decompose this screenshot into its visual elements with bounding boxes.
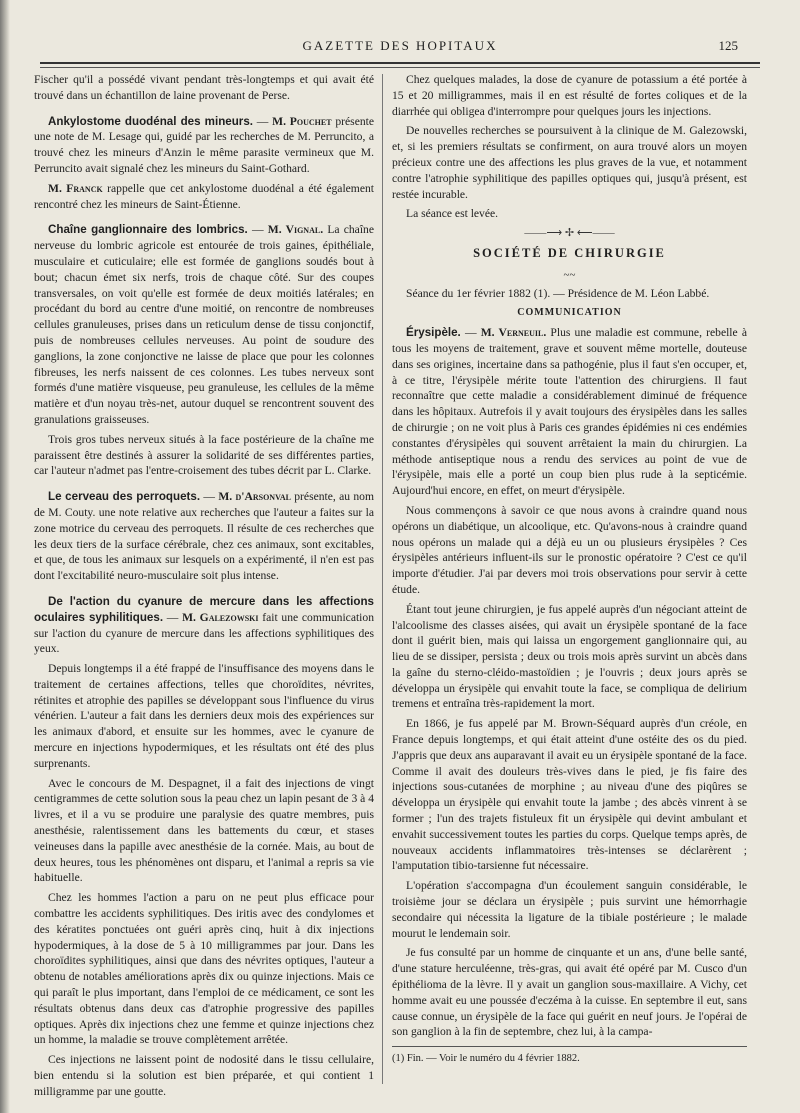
running-title: GAZETTE DES HOPITAUX — [302, 38, 498, 53]
paragraph: Fischer qu'il a possédé vivant pendant très-longtemps et qui avait été trouvé dans un échantillon de laine provenant de Perse. — [34, 73, 374, 102]
article-heading: De l'action du cyanure de mercure dans les affections oculaires syphilitiques. — [34, 594, 374, 624]
paragraph: En 1866, je fus appelé par M. Brown-Séquard auprès d'un créole, en France depuis longtemps, et qui était atteint d'une ostéite des os du pied. J'appris que deux ans auparavant il avait eu un érysipèle spontané de la face. Comme il avait des douleurs très-vives dans le pied, je fis faire des injections sous-cutanées de morphine ; au niveau d'une des piqûres se développa un érysipèle qui envahit toute la jambe ; des abcès vinrent à se former ; l'un des trajets fistuleux fit un érysipèle qui devint ambulant et envahit successivement toutes les parties du corps. Quelque temps après, de nouveaux accidents inflammatoires très-intenses se déclarèrent ; l'amputation tibio-tarsienne fut nécessaire. — [392, 717, 747, 873]
paragraph: Ces injections ne laissent point de nodosité dans le tissu cellulaire, bien entendu si la solution est bien préparée, et qui contient 1 milligramme par une goutte. — [34, 1053, 374, 1098]
paragraph: Étant tout jeune chirurgien, je fus appelé auprès d'un négociant atteint de l'alcoolisme des classes aisées, qui avait un érysipèle spontané de la face dont il guérit bien, mais qui laissa un engorgement ganglionnaire qui, au lieu de se dissiper, persista ; deux ou trois mois après survint un abcès dans la gaîne du sterno-cléido-mastoïdien ; je l'ouvris ; deux jours après se développa un érysipèle qui envahit toute la face, se compliqua de delirium tremens et entraîna très-rapidement la mort. — [392, 602, 747, 711]
paragraph — [34, 181, 374, 213]
paragraph: Chez quelques malades, la dose de cyanure de potassium a été portée à 15 et 20 milligrammes, mais il en est résulté de fortes coliques et de la diarrhée qui obligea d'interrompre pour quelques jours les injections. — [392, 73, 747, 118]
dash: — — [247, 223, 268, 237]
footnote: (1) Fin. — Voir le numéro du 4 février 1882. — [392, 1053, 580, 1065]
paragraph: De nouvelles recherches se poursuivent à la clinique de M. Galezowski, et, si les premiers résultats se confirment, on aura trouvé alors un moyen précieux contre une des affections les plus graves de la vue, et notamment contre l'atrophie syphilitique des papilles optiques qui, jusqu'à présent, est restée incurable. — [392, 124, 747, 201]
article-erysipele — [392, 325, 747, 499]
paragraph: L'opération s'accompagna d'un écoulement sanguin considérable, le troisième jour se déclara un érysipèle ; puis survint une hémorrhagie secondaire qui nécessita la ligature de la tibiale postérieure ; le malade mourut le lendemain soir. — [392, 879, 747, 940]
dash: — — [252, 114, 273, 128]
author-name: M. Pouchet — [272, 114, 332, 128]
article-body: La chaîne nerveuse du lombric agricole est entourée de trois gaines, épithéliale, musculaire et cuticulaire; elle est formée de ganglions soudés bout à bout; chacun émet six nerfs, trois de chaque côté. Sur des coupes transversales, on voit qu'elle est formée de deux moitiés latérales; en procédant du bord au centre d'une moitié, on rencontre de nombreuses cellules granuleuses, prises dans un reticulum dense de tissu conjonctif, puis de nombreuses cellules nerveuses. Au point de soudure des ganglions, la zone conjonctive ne laisse de place que pour les colonnes fibreuses, les nerfs naissent de ces colonnes. Les tubes nerveux sont formés d'une matière visqueuse, peu granuleuse, les cellules de la même matière et d'un noyau très-net, autour duquel se rencontrent souvent des granulations graisseuses. — [34, 223, 374, 426]
article-cyanure — [34, 594, 374, 657]
header-rule-thick — [40, 62, 760, 64]
paragraph: Chez les hommes l'action a paru on ne peut plus efficace pour combattre les accidents syphilitiques. Des iritis avec des condylomes et des kératites ponctuées ont guéri après cinq, huit à dix injections hypodermiques, à la dose de 5 à 10 milligrammes par jour. Dans les choroïdites syphilitiques, ainsi que dans des névrites optiques, l'auteur a obtenu de notables améliorations après dix ou quinze injections. Mais ce qui paraît le plus important, dans l'emploi de ce médicament, ce sont les résultats obtenus dans deux cas d'atrophie progressive des papilles optiques. Après dix injections chez une femme et quinze injections chez un homme, la maladie se trouve complètement arrêtée. — [34, 891, 374, 1047]
ornament-small: ~~ — [563, 268, 576, 281]
article-body: fait une communication sur l'action du cyanure de mercure dans les affections syphilitiques des yeux. — [34, 610, 374, 656]
column-divider — [382, 74, 383, 1084]
article-ankylostome — [34, 114, 374, 177]
author-name: M. Vignal. — [267, 223, 324, 237]
footnote-rule — [392, 1046, 747, 1047]
page-header — [60, 38, 740, 58]
author-name: M. d'Arsonval — [218, 490, 291, 504]
article-heading: Érysipèle. — [406, 326, 461, 340]
article-heading: Le cerveau des perroquets. — [48, 490, 201, 504]
paragraph: Trois gros tubes nerveux situés à la face postérieure de la chaîne me paraissent être destinés à assurer la solidarité de ses différentes parties, car l'auteur n'admet pas l'entre-croisement des tubes décrit par L. Clarke. — [34, 432, 374, 478]
article-body: Plus une maladie est commune, rebelle à tous les moyens de traitement, grave et souvent même mortelle, douteuse dans ses origines, incertaine dans sa pathogénie, plus il faut s'en occuper, et, à ce titre, l'érysipèle mérite toute l'attention des chirurgiens. Il faut reconnaître que cette maladie a considérablement diminué de fréquence dans les hôpitaux. Autrefois il y avait toujours des érysipèles dans les salles de chirurgie ; on ne voit plus à Paris ces grandes épidémies ni ces endémies constantes d'érysipèles qui souvent arrêtaient la main du chirurgien. La méthode antiseptique nous a rendu des services au point de vue de l'érysipèle, mais elle a porté un coup bien plus rude à la septicémie. Aujourd'hui encore, en effet, on meurt d'érysipèle. — [392, 326, 747, 498]
page-number: 125 — [718, 38, 738, 53]
article-chaine — [34, 222, 374, 427]
article-body: rappelle que cet ankylostome duodénal a été également rencontré chez les mineurs de Saint-Étienne. — [34, 181, 374, 211]
paragraph: Nous commençons à savoir ce que nous avons à craindre quand nous opérons un diabétique, un alcoolique, etc. Qu'avons-nous à craindre quand nous opérons un malade qui a déjà eu un ou plusieurs érysipèles ? Ces érysipèles antérieurs influent-ils sur le pronostic opératoire ? C'est ce qu'il importe d'étudier. J'ai par devers moi trois observations pour servir à cette étude. — [392, 503, 747, 596]
paragraph: Avec le concours de M. Despagnet, il a fait des injections de vingt centigrammes de cette solution sous la peau chez un lapin pesant de 3 à 4 livres, et il a vu se produire une paralysie des quatre membres, puis anesthésie, ralentissement dans les battements du cœur, et stases veineuses dans la papille avec anesthésie de la cornée. Mais, au bout de deux heures, tous les phénomènes ont disparu, et l'animal a repris sa vie habituelle. — [34, 776, 374, 885]
dash: — — [460, 326, 481, 340]
dash: — — [163, 610, 183, 624]
article-body: présente, au nom de M. Couty. une note relative aux recherches que l'auteur a faites sur la zone motrice du cerveau des perroquets. Il résulte de ces recherches que les deux tiers de la surface cérébrale, chez ces animaux, sont excitables, et que, de tous les animaux sur lesquels on a expérimenté, il n'en est pas dont l'excitabilité neuro-musculaire soit plus intense. — [34, 490, 374, 583]
section-title: SOCIÉTÉ DE CHIRURGIE — [473, 245, 666, 260]
author-name: M. Franck — [48, 181, 103, 195]
author-name: M. Galezowski — [182, 610, 259, 624]
ornament-divider: ——⟶ ✢ ⟵—— — [524, 227, 615, 240]
dash: — — [200, 490, 219, 504]
header-rule-thin — [40, 67, 760, 68]
article-heading: Ankylostome duodénal des mineurs. — [48, 114, 253, 128]
communication-title: COMMUNICATION — [517, 307, 622, 319]
right-column — [392, 72, 747, 1071]
article-heading: Chaîne ganglionnaire des lombrics. — [48, 223, 248, 237]
paragraph: Je fus consulté par un homme de cinquante et un ans, d'une belle santé, d'une stature herculéenne, très-gras, qui avait été opéré par M. Cusco d'un épithélioma de la lèvre. Il y avait un ganglion sous-maxillaire. A Vichy, cet homme avait eu une poussée d'eczéma à la cuisse. En septembre il eut, sans cause connue, un érysipèle de la face qui guérit en neuf jours. Je l'opérai de son ganglion à la fin de septembre, chez lui, à la campa- — [392, 946, 747, 1039]
paragraph: La séance est levée. — [406, 207, 499, 221]
author-name: M. Verneuil. — [480, 326, 547, 340]
paragraph: Depuis longtemps il a été frappé de l'insuffisance des moyens dans le traitement de certaines affections, telles que choroïdites, névrites, rétinites et atrophie des papilles se développant sous l'influence du virus vénérien. L'auteur a fait dans les derniers deux mois des expériences sur les animaux d'abord, et ensuite sur les hommes, avec le cyanure de mercure en injections hypodermiques, et les résultats ont été des plus surprenants. — [34, 662, 374, 770]
left-column — [34, 72, 374, 1104]
article-cerveau — [34, 489, 374, 584]
binding-spine — [0, 0, 10, 1113]
article-body: présente une note de M. Lesage qui, guidé par les recherches de M. Perruncito, a trouvé chez les mineurs d'Anzin le même parasite vermineux que M. Perruncito avait signalé chez les mineurs du Saint-Gothard. — [34, 114, 374, 175]
seance-line: Séance du 1er février 1882 (1). — Présidence de M. Léon Labbé. — [406, 286, 710, 300]
